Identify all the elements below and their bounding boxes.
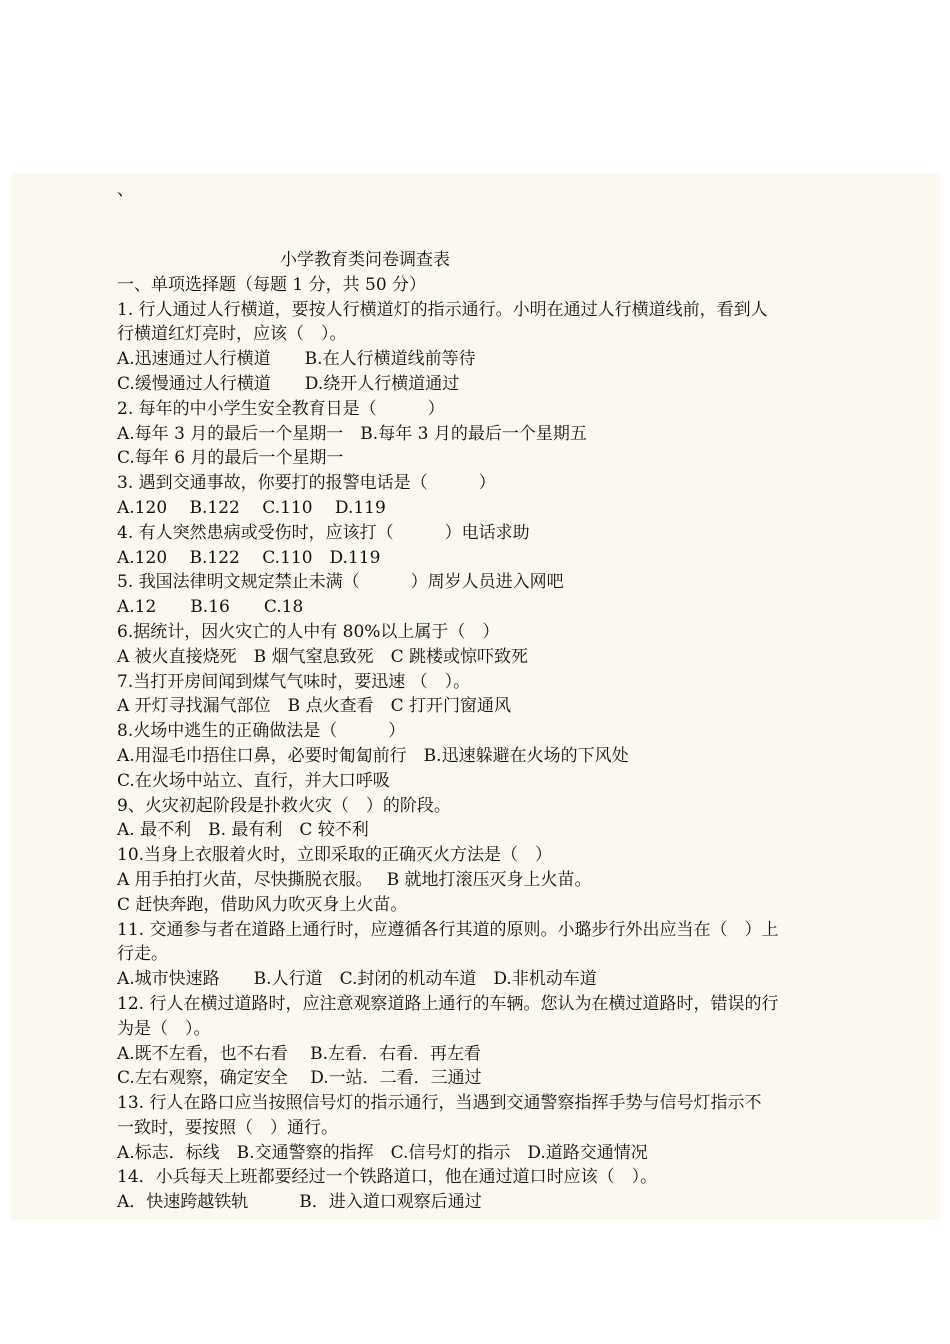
question-line: 行横道红灯亮时，应该（ ）。 bbox=[117, 324, 347, 345]
option-line: C 赶快奔跑，借助风力吹灭身上火苗。 bbox=[117, 894, 408, 915]
question-line: 4. 有人突然患病或受伤时，应该打（ ）电话求助 bbox=[117, 522, 530, 543]
option-line: C.在火场中站立、直行，并大口呼吸 bbox=[117, 770, 390, 791]
question-line: 5. 我国法律明文规定禁止未满（ ）周岁人员进入网吧 bbox=[117, 572, 564, 593]
questionnaire-content bbox=[117, 248, 837, 1215]
section-heading: 一、单项选择题（每题 1 分，共 50 分） bbox=[117, 274, 427, 295]
option-line: A．快速跨越铁轨 B．进入道口观察后通过 bbox=[117, 1192, 482, 1213]
question-line: 为是（ ）。 bbox=[117, 1018, 211, 1039]
option-line: A 开灯寻找漏气部位 B 点火查看 C 打开门窗通风 bbox=[117, 696, 511, 717]
question-line: 12. 行人在横过道路时，应注意观察道路上通行的车辆。您认为在横过道路时，错误的行 bbox=[117, 993, 779, 1014]
option-line: C.缓慢通过人行横道 D.绕开人行横道通过 bbox=[117, 373, 460, 394]
question-line: 8.火场中逃生的正确做法是（ ） bbox=[117, 721, 406, 742]
question-line: 7.当打开房间闻到煤气气味时，要迅速 （ ）。 bbox=[117, 671, 471, 692]
option-line: A.标志．标线 B.交通警察的指挥 C.信号灯的指示 D.道路交通情况 bbox=[117, 1142, 648, 1163]
question-line: 行走。 bbox=[117, 944, 168, 965]
option-line: A.120 B.122 C.110 D.119 bbox=[117, 547, 381, 568]
option-line: A.12 B.16 C.18 bbox=[117, 597, 304, 618]
question-line: 2. 每年的中小学生安全教育日是（ ） bbox=[117, 398, 445, 419]
question-line: 9、火灾初起阶段是扑救火灾（ ）的阶段。 bbox=[117, 795, 451, 816]
option-line: A.既不左看，也不右看 B.左看．右看．再左看 bbox=[117, 1043, 481, 1064]
option-line: A.每年 3 月的最后一个星期一 B.每年 3 月的最后一个星期五 bbox=[117, 423, 587, 444]
question-line: 一致时，要按照（ ）通行。 bbox=[117, 1117, 338, 1138]
option-line: A.城市快速路 B.人行道 C.封闭的机动车道 D.非机动车道 bbox=[117, 969, 597, 990]
question-line: 10.当身上衣服着火时，立即采取的正确灭火方法是（ ） bbox=[117, 845, 553, 866]
question-line: 1. 行人通过人行横道，要按人行横道灯的指示通行。小明在通过人行横道线前，看到人 bbox=[117, 299, 768, 320]
question-line: 11. 交通参与者在道路上通行时，应遵循各行其道的原则。小璐步行外出应当在（ ）上 bbox=[117, 919, 779, 940]
question-line: 6.据统计，因火灾亡的人中有 80%以上属于（ ） bbox=[117, 621, 500, 642]
option-line: A 被火直接烧死 B 烟气窒息致死 C 跳楼或惊吓致死 bbox=[117, 646, 528, 667]
question-line: 14．小兵每天上班都要经过一个铁路道口，他在通过道口时应该（ ）。 bbox=[117, 1167, 658, 1188]
option-line: C.每年 6 月的最后一个星期一 bbox=[117, 448, 344, 469]
question-line: 13. 行人在路口应当按照信号灯的指示通行，当遇到交通警察指挥手势与信号灯指示不 bbox=[117, 1093, 762, 1114]
option-line: A.120 B.122 C.110 D.119 bbox=[117, 497, 386, 518]
corner-mark: 、 bbox=[117, 180, 134, 200]
page-title: 小学教育类问卷调查表 bbox=[280, 250, 450, 270]
option-line: C.左右观察，确定安全 D.一站．二看．三通过 bbox=[117, 1068, 482, 1089]
option-line: A 用手拍打火苗，尽快撕脱衣服。 B 就地打滚压灭身上火苗。 bbox=[117, 869, 592, 890]
option-line: A.用湿毛巾捂住口鼻，必要时匍匐前行 B.迅速躲避在火场的下风处 bbox=[117, 745, 629, 766]
option-line: A.迅速通过人行横道 B.在人行横道线前等待 bbox=[117, 349, 476, 370]
option-line: A. 最不利 B. 最有利 C 较不利 bbox=[117, 820, 369, 841]
question-line: 3. 遇到交通事故，你要打的报警电话是（ ） bbox=[117, 473, 496, 494]
